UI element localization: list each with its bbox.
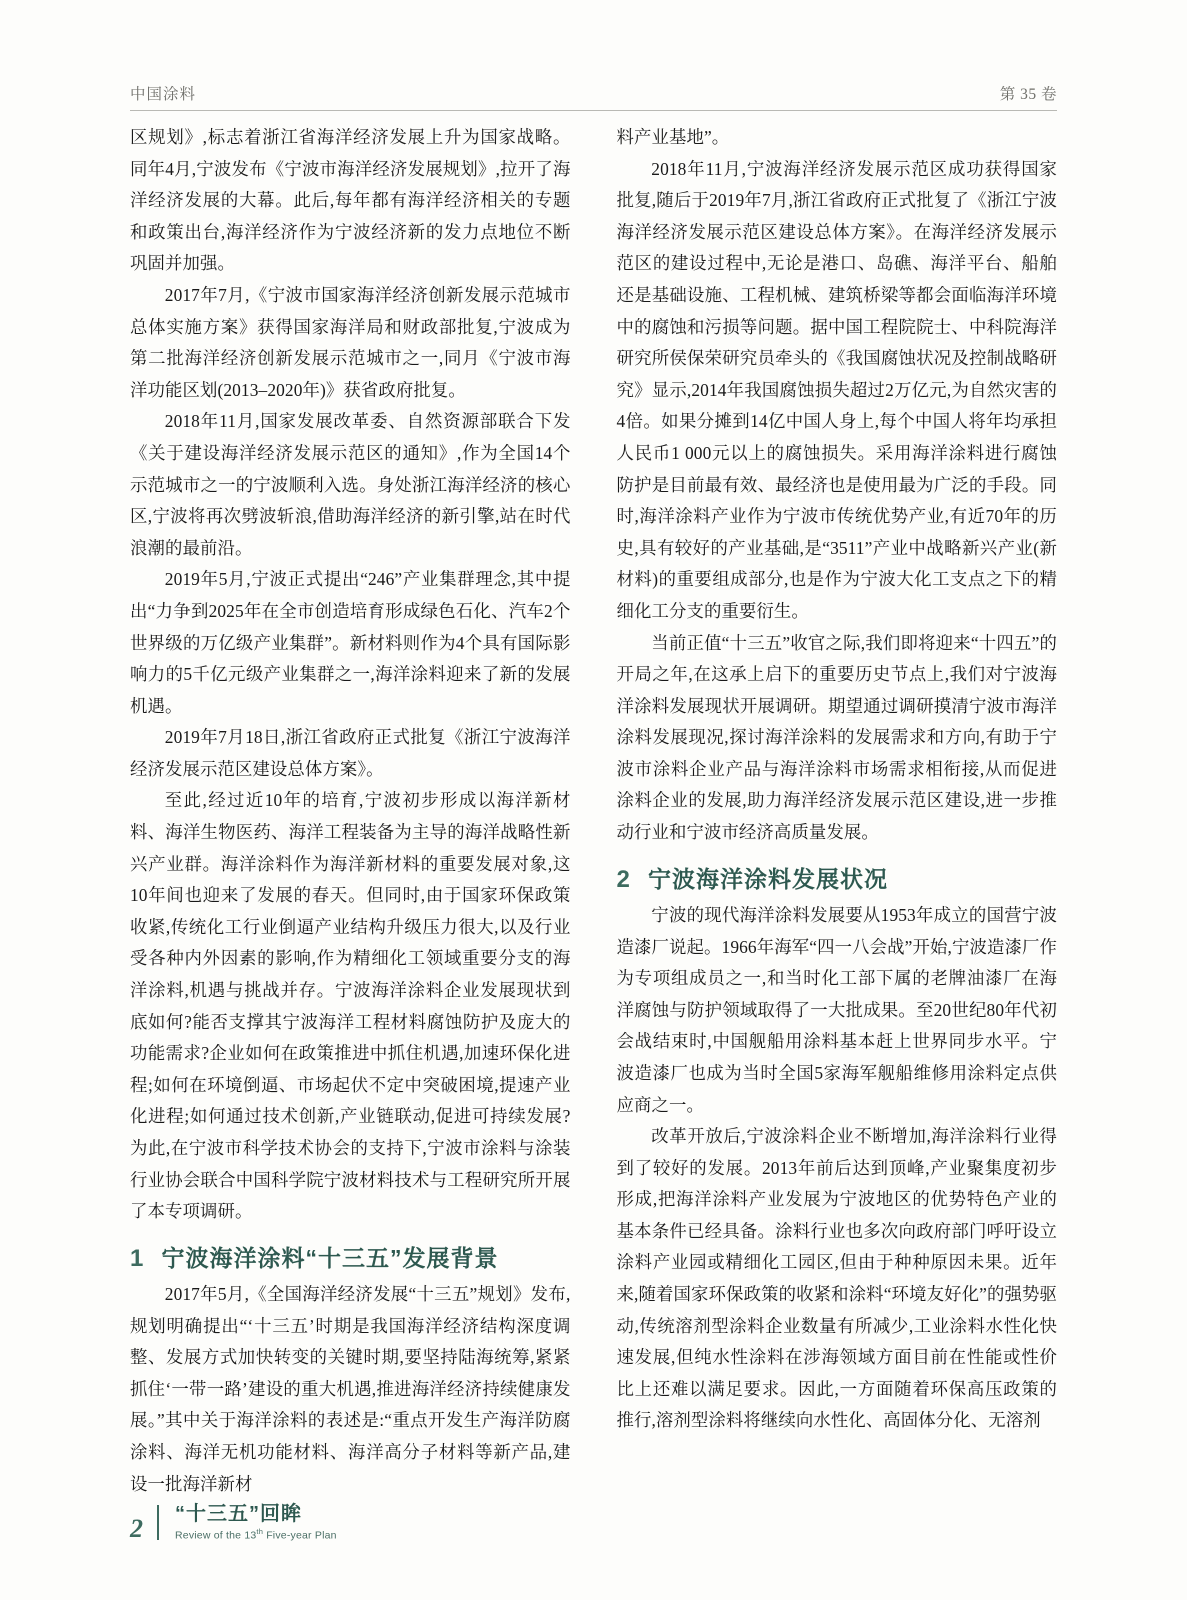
paragraph: 当前正值“十三五”收官之际,我们即将迎来“十四五”的开局之年,在这承上启下的重要历史节点上,我们对宁波海洋涂料发展现状开展调研。期望通过调研摸清宁波市海洋涂料发展现况,探讨海洋涂料的发展需求和方向,有助于宁波市涂料企业产品与海洋涂料市场需求相衔接,从而促进涂料企业的发展,助力海洋经济发展示范区建设,进一步推动行业和宁波市经济高质量发展。: [616, 632, 1057, 843]
paragraph: 宁波的现代海洋涂料发展要从1953年成立的国营宁波造漆厂说起。1966年海军“四一八会战”开始,宁波造漆厂作为专项组成员之一,和当时化工部下属的老牌油漆厂在海洋腐蚀与防护领域取得了一大批成果。至20世纪80年代初会战结束时,中国舰船用涂料基本赶上世界同步水平。宁波造漆厂也成为当时全国5家海军舰船维修用涂料定点供应商之一。: [616, 904, 1057, 1115]
paragraph: 至此,经过近10年的培育,宁波初步形成以海洋新材料、海洋生物医药、海洋工程装备为主导的海洋战略性新兴产业群。海洋涂料作为海洋新材料的重要发展对象,这10年间也迎来了发展的春天。但同时,由于国家环保政策收紧,传统化工行业倒逼产业结构升级压力很大,以及行业受各种内外因素的影响,作为精细化工领域重要分支的海洋涂料,机遇与挑战并存。宁波海洋涂料企业发展现状到底如何?能否支撑其宁波海洋工程材料腐蚀防护及庞大的功能需求?企业如何在政策推进中抓住机遇,加速环保化进程;如何在环境倒逼、市场起伏不定中突破困境,提速产业化进程;如何通过技术创新,产业链联动,促进可持续发展?为此,在宁波市科学技术协会的支持下,宁波市涂料与涂装行业协会联合中国科学院宁波材料技术与工程研究所开展了本专项调研。: [130, 790, 571, 1222]
paragraph: 2019年5月,宁波正式提出“246”产业集群理念,其中提出“力争到2025年在全市创造培育形成绿色石化、汽车2个世界级的万亿级产业集群”。新材料则作为4个具有国际影响力的5千亿元级产业集群之一,海洋涂料迎来了新的发展机遇。: [130, 569, 571, 716]
paragraph: 料产业基地”。: [616, 127, 730, 147]
footer-en-post: Five-year Plan: [263, 1529, 337, 1542]
journal-name: 中国涂料: [130, 86, 197, 103]
section-title: 宁波海洋涂料发展状况: [647, 865, 888, 892]
running-head: [130, 78, 1057, 104]
page-footer: [130, 1503, 337, 1542]
paragraph: 区规划》,标志着浙江省海洋经济发展上升为国家战略。同年4月,宁波发布《宁波市海洋经济发展规划》,拉开了海洋经济发展的大幕。此后,每年都有海洋经济相关的专题和政策出台,海洋经济作为宁波经济新的发力点地位不断巩固并加强。: [130, 127, 571, 274]
section-number: 1: [130, 1244, 144, 1272]
paragraph: 2017年7月,《宁波市国家海洋经济创新发展示范城市总体实施方案》获得国家海洋局和财政部批复,宁波成为第二批海洋经济创新发展示范城市之一,同月《宁波市海洋功能区划(2013–2020年)》获省政府批复。: [130, 284, 571, 400]
paragraph: 2017年5月,《全国海洋经济发展“十三五”规划》发布,规划明确提出“‘十三五’时期是我国海洋经济结构深度调整、发展方式加快转变的关键时期,要坚持陆海统筹,紧紧抓住‘一带一路’建设的重大机遇,推进海洋经济持续健康发展。”其中关于海洋涂料的表述是:“重点开发生产海洋防腐涂料、海洋无机功能材料、海洋高分子材料等新产品,建设一批海洋新材: [130, 1284, 571, 1494]
section-number: 2: [616, 865, 630, 893]
paragraph: 2019年7月18日,浙江省政府正式批复《浙江宁波海洋经济发展示范区建设总体方案》。: [130, 727, 571, 779]
body-columns: [130, 122, 1057, 1494]
left-column: [130, 122, 571, 1494]
footer-labels: [175, 1503, 337, 1542]
header-divider: [130, 110, 1057, 111]
right-column: [617, 122, 1058, 1450]
page-number: 2: [130, 1514, 143, 1544]
footer-rule: [157, 1505, 159, 1540]
footer-en-sup: th: [256, 1527, 264, 1537]
paragraph: 改革开放后,宁波涂料企业不断增加,海洋涂料行业得到了较好的发展。2013年前后达到顶峰,产业聚集度初步形成,把海洋涂料产业发展为宁波地区的优势特色产业的基本条件已经具备。涂料行业也多次向政府部门呼吁设立涂料产业园或精细化工园区,但由于种种原因未果。近年来,随着国家环保政策的收紧和涂料“环境友好化”的强势驱动,传统溶剂型涂料企业数量有所减少,工业涂料水性化快速发展,但纯水性涂料在涉海领域方面目前在性能或性价比上还难以满足要求。因此,一方面随着环保高压政策的推行,溶剂型涂料将继续向水性化、高固体分化、无溶剂: [616, 1126, 1057, 1431]
footer-en-pre: Review of the 13: [175, 1529, 257, 1542]
section-heading-2: [617, 867, 1058, 892]
footer-section-en: [175, 1528, 337, 1542]
footer-section-cn: “十三五”回眸: [175, 1503, 302, 1526]
section-title: 宁波海洋涂料“十三五”发展背景: [161, 1244, 499, 1271]
volume-label: 第 35 卷: [999, 86, 1057, 103]
section-heading-1: [130, 1246, 571, 1271]
paragraph: 2018年11月,国家发展改革委、自然资源部联合下发《关于建设海洋经济发展示范区的通知》,作为全国14个示范城市之一的宁波顺利入选。身处浙江海洋经济的核心区,宁波将再次劈波斩浪,借助海洋经济的新引擎,站在时代浪潮的最前沿。: [130, 411, 571, 558]
paragraph: 2018年11月,宁波海洋经济发展示范区成功获得国家批复,随后于2019年7月,浙江省政府正式批复了《浙江宁波海洋经济发展示范区建设总体方案》。在海洋经济发展示范区的建设过程中,无论是港口、岛礁、海洋平台、船舶还是基础设施、工程机械、建筑桥梁等都会面临海洋环境中的腐蚀和污损等问题。据中国工程院院士、中科院海洋研究所侯保荣研究员牵头的《我国腐蚀状况及控制战略研究》显示,2014年我国腐蚀损失超过2万亿元,为自然灾害的4倍。如果分摊到14亿中国人身上,每个中国人将年均承担人民币1 000元以上的腐蚀损失。采用海洋涂料进行腐蚀防护是目前最有效、最经济也是使用最为广泛的手段。同时,海洋涂料产业作为宁波市传统优势产业,有近70年的历史,具有较好的产业基础,是“3511”产业中战略新兴产业(新材料)的重要组成部分,也是作为宁波大化工支点之下的精细化工分支的重要衍生。: [616, 158, 1057, 621]
